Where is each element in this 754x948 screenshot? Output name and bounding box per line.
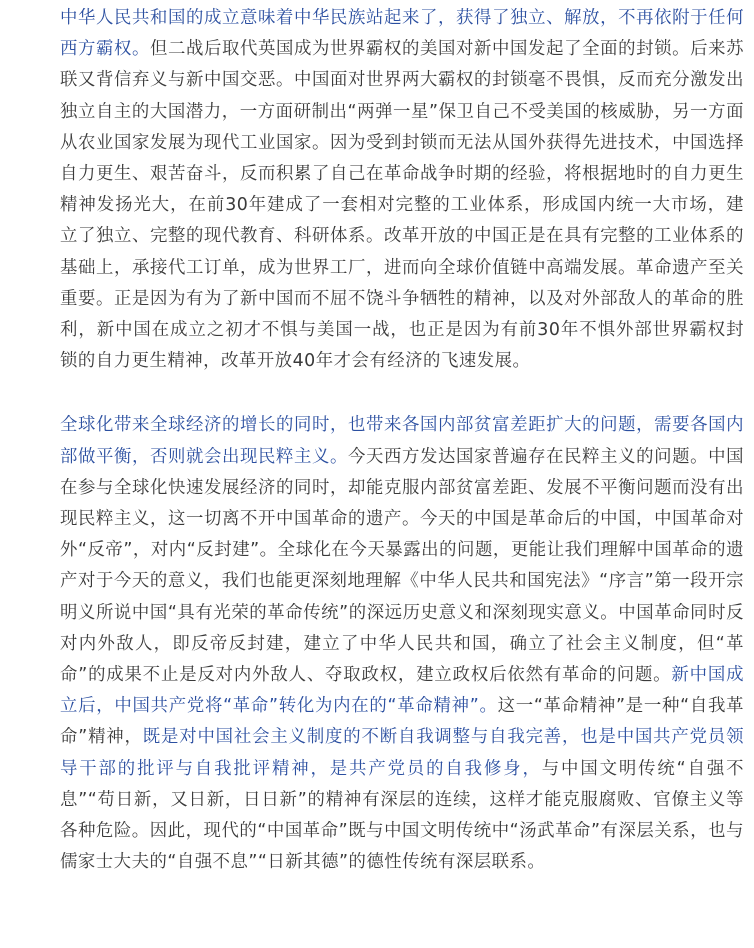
paragraph-1 bbox=[60, 0, 744, 377]
body-text: 这一“革命精神”是一种“自我革命”精神， bbox=[60, 696, 744, 748]
highlighted-text: 全球化带来全球经济的增长的同时，也带来各国内部贫富差距扩大的问题，需要各国内部做平衡，否则就会出现民粹主义。 bbox=[60, 415, 744, 467]
body-text: 但二战后取代英国成为世界霸权的美国对新中国发起了全面的封锁。后来苏联又背信弃义与新中国交恶。中国面对世界两大霸权的封锁毫不畏惧，反而充分激发出独立自主的大国潜力，一方面研制出“两弹一星”保卫自己不受美国的核威胁，另一方面从农业国家发展为现代工业国家。因为受到封锁而无法从国外获得先进技术，中国选择自力更生、艰苦奋斗，反而积累了自己在革命战争时期的经验，将根据地时的自力更生精神发扬光大，在前30年建成了一套相对完整的工业体系，形成国内统一大市场，建立了独立、完整的现代教育、科研体系。改革开放的中国正是在具有完整的工业体系的基础上，承接代工订单，成为世界工厂，进而向全球价值链中高端发展。革命遗产至关重要。正是因为有为了新中国而不屈不饶斗争牺牲的精神，以及对外部敌人的革命的胜利，新中国在成立之初才不惧与美国一战，也正是因为有前30年不惧外部世界霸权封锁的自力更生精神，改革开放40年才会有经济的飞速发展。 bbox=[60, 39, 744, 372]
body-text: 今天西方发达国家普遍存在民粹主义的问题。中国在参与全球化快速发展经济的同时，却能克服内部贫富差距、发展不平衡问题而没有出现民粹主义，这一切离不开中国革命的遗产。今天的中国是革命后的中国，中国革命对外“反帝”，对内“反封建”。全球化在今天暴露出的问题，更能让我们理解中国革命的遗产对于今天的意义，我们也能更深刻地理解《中华人民共和国宪法》“序言”第一段开宗明义所说中国“具有光荣的革命传统”的深远历史意义和深刻现实意义。中国革命同时反对内外敌人，即反帝反封建，建立了中华人民共和国，确立了社会主义制度，但“革命”的成果不止是反对内外敌人、夺取政权，建立政权后依然有革命的问题。 bbox=[60, 446, 744, 686]
highlighted-text: 新中国成立后，中国共产党将“革命”转化为内在的“革命精神”。 bbox=[60, 665, 744, 717]
paragraph-2 bbox=[60, 410, 744, 878]
highlighted-text: 中华人民共和国的成立意味着中华民族站起来了，获得了独立、解放，不再依附于任何西方霸权。 bbox=[60, 8, 744, 60]
highlighted-text: 既是对中国社会主义制度的不断自我调整与自我完善，也是中国共产党员领导干部的批评与自我批评精神，是共产党员的自我修身， bbox=[60, 727, 744, 779]
article-body bbox=[60, 0, 744, 878]
body-text: 与中国文明传统“自强不息”“苟日新，又日新，日日新”的精神有深层的连续，这样才能克服腐败、官僚主义等各种危险。因此，现代的“中国革命”既与中国文明传统中“汤武革命”有深层关系，也与儒家士大夫的“自强不息”“日新其德”的德性传统有深层联系。 bbox=[60, 758, 744, 873]
